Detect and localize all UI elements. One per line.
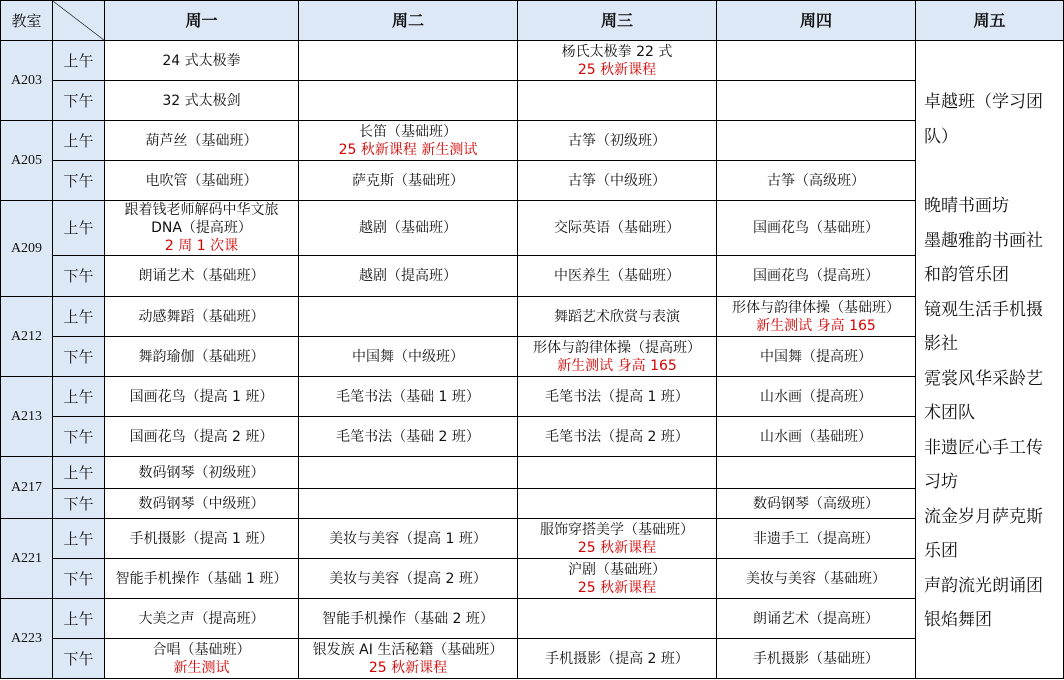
course-name: 跟着钱老师解码中华文旅 [124,202,279,218]
room-label: A205 [1,121,53,201]
course-name: 美妆与美容（提高 1 班） [329,530,487,547]
period-label: 上午 [53,41,105,81]
course-name: 数码钢琴（高级班） [753,495,879,512]
class-cell [518,639,717,679]
schedule-row [1,599,1064,639]
course-name: 长笛（基础班） [359,123,457,140]
friday-group-item: 晚晴书画坊 [924,196,1009,216]
schedule-row [1,417,1064,457]
class-cell [299,417,518,457]
course-name: 古筝（中级班） [568,172,666,189]
course-note: 新生测试 身高 165 [557,357,677,374]
course-name: 毛笔书法（提高 2 班） [545,428,689,445]
schedule-row [1,297,1064,337]
course-name: 合唱（基础班） [152,641,251,658]
course-name: 越剧（基础班） [359,220,457,236]
class-cell [299,489,518,519]
class-cell [105,489,299,519]
class-cell [299,297,518,337]
course-name: 智能手机操作（基础 1 班） [115,570,288,587]
class-cell [518,297,717,337]
class-cell [717,457,916,489]
course-name: 杨氏太极拳 22 式 [561,43,673,60]
course-name: 电吹管（基础班） [145,172,258,189]
course-name: 非遗手工（提高班） [753,530,879,547]
room-label: A217 [1,457,53,519]
course-name: 山水画（基础班） [760,428,872,445]
class-cell [717,417,916,457]
schedule-row [1,519,1064,559]
course-note: 新生测试 [173,659,230,676]
class-cell [717,337,916,377]
period-label: 下午 [53,489,105,519]
class-cell [105,417,299,457]
class-cell [299,256,518,297]
period-label: 上午 [53,377,105,417]
course-name: 毛笔书法（提高 1 班） [545,388,689,405]
course-name: 越剧（提高班） [359,268,457,284]
class-cell [299,519,518,559]
class-cell [105,201,299,256]
class-cell [105,559,299,599]
course-name: DNA（提高班） [151,220,252,236]
course-name: 32 式太极剑 [162,92,241,109]
course-name: 毛笔书法（基础 2 班） [336,428,480,445]
period-label: 下午 [53,559,105,599]
course-name: 古筝（高级班） [767,172,865,189]
schedule-body [1,41,1064,679]
course-note: 25 秋新课程 [577,579,657,596]
schedule-row [1,161,1064,201]
class-cell [518,559,717,599]
class-cell [105,639,299,679]
period-label: 下午 [53,417,105,457]
course-name: 手机摄影（基础班） [753,650,879,667]
class-cell [299,81,518,121]
course-note: 25 秋新课程 [577,61,657,78]
class-cell [717,377,916,417]
course-name: 葫芦丝（基础班） [145,132,258,149]
course-name: 古筝（初级班） [568,132,666,149]
course-name: 24 式太极拳 [162,52,241,69]
period-label: 下午 [53,639,105,679]
class-cell [717,201,916,256]
schedule-row [1,457,1064,489]
class-cell [299,639,518,679]
course-note: 2 周 1 次课 [164,238,239,254]
class-cell [518,489,717,519]
class-cell [518,519,717,559]
class-cell [518,41,717,81]
course-name: 手机摄影（提高 2 班） [545,650,689,667]
room-label: A203 [1,41,53,121]
schedule-row [1,121,1064,161]
class-cell [105,337,299,377]
class-cell [717,519,916,559]
schedule-row [1,201,1064,256]
friday-group-item: 和韵管乐团 [924,265,1009,285]
period-label: 上午 [53,599,105,639]
course-name: 动感舞蹈（基础班） [138,308,265,325]
course-name: 中国舞（提高班） [760,348,872,365]
course-note: 新生测试 身高 165 [756,317,876,334]
class-cell [717,559,916,599]
schedule-row [1,337,1064,377]
room-label: A212 [1,297,53,377]
period-label: 上午 [53,519,105,559]
period-label: 上午 [53,297,105,337]
class-cell [717,599,916,639]
room-label: A213 [1,377,53,457]
course-name: 国画花鸟（提高班） [753,268,879,284]
class-cell [717,161,916,201]
schedule-row [1,377,1064,417]
course-name: 银发族 AI 生活秘籍（基础班） [312,641,504,658]
class-cell [105,297,299,337]
room-label: A223 [1,599,53,679]
class-cell [299,41,518,81]
course-name: 沪剧（基础班） [568,561,666,578]
class-cell [717,297,916,337]
class-cell [518,417,717,457]
course-name: 交际英语（基础班） [554,220,680,236]
class-cell [518,457,717,489]
friday-group-item: 霓裳风华采龄艺术团队 [924,368,1043,423]
course-name: 手机摄影（提高 1 班） [129,530,274,547]
class-cell [105,377,299,417]
class-cell [105,81,299,121]
class-cell [299,201,518,256]
period-label: 上午 [53,121,105,161]
friday-groups [916,41,1064,679]
schedule-row [1,559,1064,599]
friday-group-item: 墨趣雅韵书画社 [924,230,1043,251]
class-cell [105,41,299,81]
day-header-fri: 周五 [916,1,1064,41]
class-cell [105,121,299,161]
class-cell [518,201,717,256]
day-header-thu: 周四 [717,1,916,41]
friday-group-item: 卓越班（学习团队） [924,92,1043,147]
course-name: 智能手机操作（基础 2 班） [322,610,494,627]
class-cell [717,256,916,297]
course-name: 数码钢琴（中级班） [138,495,265,512]
room-label: A209 [1,201,53,297]
class-cell [105,161,299,201]
course-name: 舞蹈艺术欣赏与表演 [554,308,680,325]
course-note: 25 秋新课程 [577,539,657,556]
friday-group-item: 镜观生活手机摄影社 [924,299,1043,354]
course-name: 毛笔书法（基础 1 班） [336,388,480,405]
class-cell [717,41,916,81]
course-name: 服饰穿搭美学（基础班） [540,521,694,538]
course-name: 大美之声（提高班） [138,610,265,627]
class-cell [518,161,717,201]
course-note: 25 秋新课程 新生测试 [338,141,478,158]
class-cell [299,121,518,161]
day-header-wed: 周三 [518,1,717,41]
friday-group-item: 非遗匠心手工传习坊 [924,437,1043,492]
course-name: 美妆与美容（基础班） [746,570,886,587]
class-cell [299,457,518,489]
class-cell [105,599,299,639]
friday-group-item: 银焰舞团 [924,610,992,630]
period-label: 下午 [53,81,105,121]
course-name: 山水画（提高班） [760,388,872,405]
class-cell [518,377,717,417]
day-header-tue: 周二 [299,1,518,41]
class-cell [717,121,916,161]
class-cell [299,161,518,201]
course-name: 中医养生（基础班） [554,268,680,284]
period-label: 上午 [53,201,105,256]
day-header-mon: 周一 [105,1,299,41]
course-name: 国画花鸟（提高 1 班） [129,388,274,405]
class-cell [518,121,717,161]
period-label: 下午 [53,256,105,297]
course-name: 形体与韵律体操（基础班） [732,299,900,316]
course-name: 国画花鸟（提高 2 班） [129,428,274,445]
period-label: 下午 [53,161,105,201]
room-label: A221 [1,519,53,599]
course-note: 25 秋新课程 [368,659,448,676]
course-name: 数码钢琴（初级班） [138,464,265,481]
class-cell [299,377,518,417]
course-name: 中国舞（中级班） [352,348,464,365]
friday-group-item: 流金岁月萨克斯乐团 [924,506,1043,561]
class-cell [105,519,299,559]
course-name: 朗诵艺术（基础班） [138,268,265,284]
class-cell [717,489,916,519]
class-cell [105,457,299,489]
schedule-row [1,81,1064,121]
course-name: 美妆与美容（提高 2 班） [329,570,487,587]
class-cell [299,337,518,377]
course-name: 国画花鸟（基础班） [753,220,879,236]
period-label: 下午 [53,337,105,377]
class-cell [105,256,299,297]
class-cell [518,337,717,377]
period-label: 上午 [53,457,105,489]
course-name: 朗诵艺术（提高班） [753,610,879,627]
class-cell [518,256,717,297]
class-cell [717,639,916,679]
class-cell [717,81,916,121]
class-cell [518,599,717,639]
course-name: 形体与韵律体操（提高班） [533,339,701,356]
class-cell [518,81,717,121]
room-header: 教室 [1,1,53,41]
schedule-row [1,41,1064,81]
schedule-row [1,639,1064,679]
schedule-row [1,256,1064,297]
course-name: 舞韵瑜伽（基础班） [138,348,265,365]
class-cell [299,599,518,639]
header-row [1,1,1064,41]
course-name: 萨克斯（基础班） [352,172,464,189]
class-cell [299,559,518,599]
schedule-row [1,489,1064,519]
friday-group-item: 声韵流光朗诵团 [924,575,1043,596]
diagonal-corner-cell [53,1,105,41]
